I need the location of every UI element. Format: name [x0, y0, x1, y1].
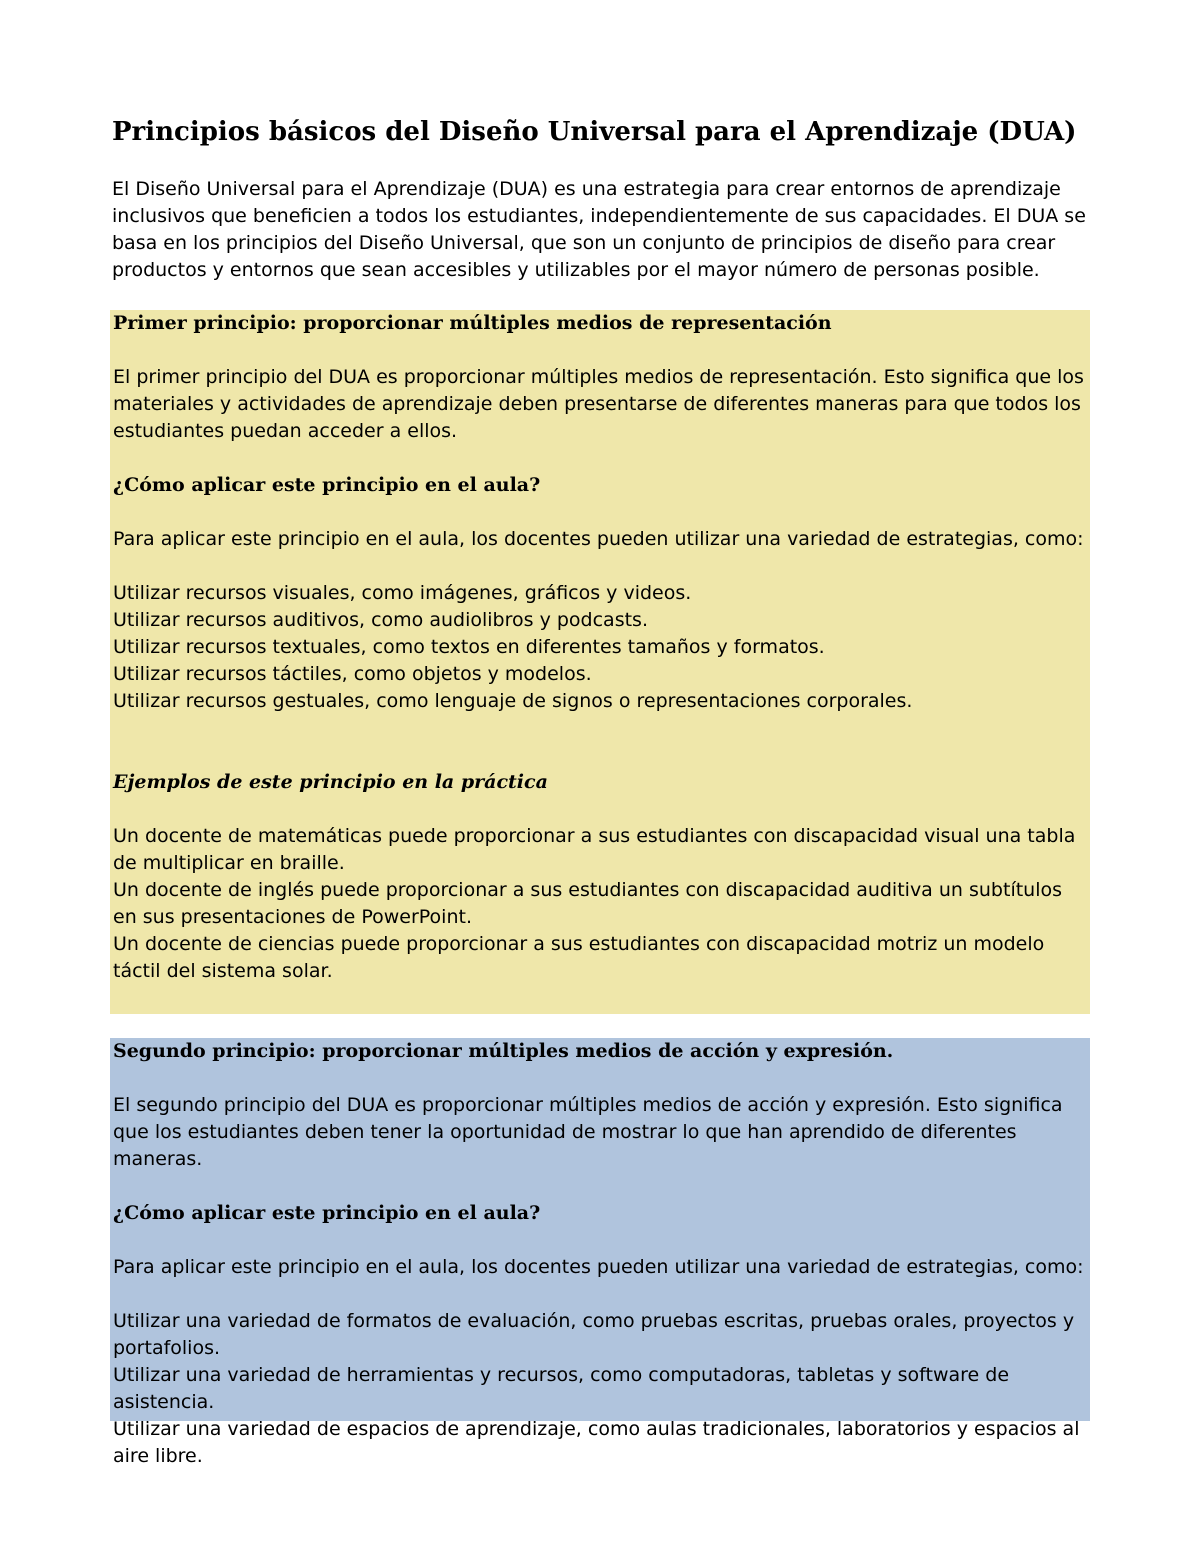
list-item: Utilizar una variedad de formatos de evaluación, como pruebas escritas, pruebas orales, proyectos y portafolios.: [113, 1310, 1075, 1359]
list-item: Un docente de matemáticas puede proporcionar a sus estudiantes con discapacidad visual una tabla de multiplicar en braille.: [113, 825, 1076, 874]
section-second-principle: [110, 1038, 1090, 1467]
list-item: Utilizar una variedad de espacios de aprendizaje, como aulas tradicionales, laboratorios y espacios al aire libre.: [113, 1418, 1080, 1467]
list-item: Utilizar recursos gestuales, como lenguaje de signos o representaciones corporales.: [113, 690, 913, 712]
section1-apply-heading: ¿Cómo aplicar este principio en el aula?: [113, 474, 541, 496]
list-item: Un docente de ciencias puede proporcionar a sus estudiantes con discapacidad motriz un modelo táctil del sistema solar.: [113, 933, 1045, 982]
section-first-principle: [110, 310, 1090, 1014]
list-item: Utilizar recursos textuales, como textos en diferentes tamaños y formatos.: [113, 636, 825, 658]
section1-examples-heading: Ejemplos de este principio en la práctica: [113, 771, 548, 793]
section2-strategy-list: [113, 1308, 1087, 1470]
intro-paragraph: El Diseño Universal para el Aprendizaje (DUA) es una estrategia para crear entornos de aprendizaje inclusivos que beneficien a todos los estudiantes, independientemente de sus capacidades. El DUA se basa en los principios del Diseño Universal, que son un conjunto de principios de diseño para crear productos y entornos que sean accesibles y utilizables por el mayor número de personas posible.: [112, 178, 1086, 281]
section2-apply-heading: ¿Cómo aplicar este principio en el aula?: [113, 1202, 541, 1224]
section1-examples-list: [113, 823, 1087, 985]
list-item: Utilizar recursos táctiles, como objetos y modelos.: [113, 663, 592, 685]
section2-heading: Segundo principio: proporcionar múltiples medios de acción y expresión.: [113, 1040, 894, 1062]
section1-heading: Primer principio: proporcionar múltiples medios de representación: [113, 312, 832, 334]
section2-apply-intro: Para aplicar este principio en el aula, los docentes pueden utilizar una variedad de estrategias, como:: [113, 1256, 1084, 1278]
list-item: Un docente de inglés puede proporcionar a sus estudiantes con discapacidad auditiva un subtítulos en sus presentaciones de PowerPoint.: [113, 879, 1063, 928]
list-item: Utilizar recursos auditivos, como audiolibros y podcasts.: [113, 609, 648, 631]
list-item: Utilizar recursos visuales, como imágenes, gráficos y videos.: [113, 582, 692, 604]
list-item: Utilizar una variedad de herramientas y recursos, como computadoras, tabletas y software de asistencia.: [113, 1364, 1010, 1413]
section1-description: El primer principio del DUA es proporcionar múltiples medios de representación. Esto significa que los materiales y actividades de aprendizaje deben presentarse de diferentes maneras para que todos los estudiantes puedan acceder a ellos.: [113, 366, 1084, 442]
section1-strategy-list: [113, 580, 1087, 715]
section2-description: El segundo principio del DUA es proporcionar múltiples medios de acción y expresión. Esto significa que los estudiantes deben tener la oportunidad de mostrar lo que han aprendido de diferentes maneras.: [113, 1094, 1063, 1170]
section1-apply-intro: Para aplicar este principio en el aula, los docentes pueden utilizar una variedad de estrategias, como:: [113, 528, 1084, 550]
document-title: Principios básicos del Diseño Universal para el Aprendizaje (DUA): [112, 117, 1077, 147]
